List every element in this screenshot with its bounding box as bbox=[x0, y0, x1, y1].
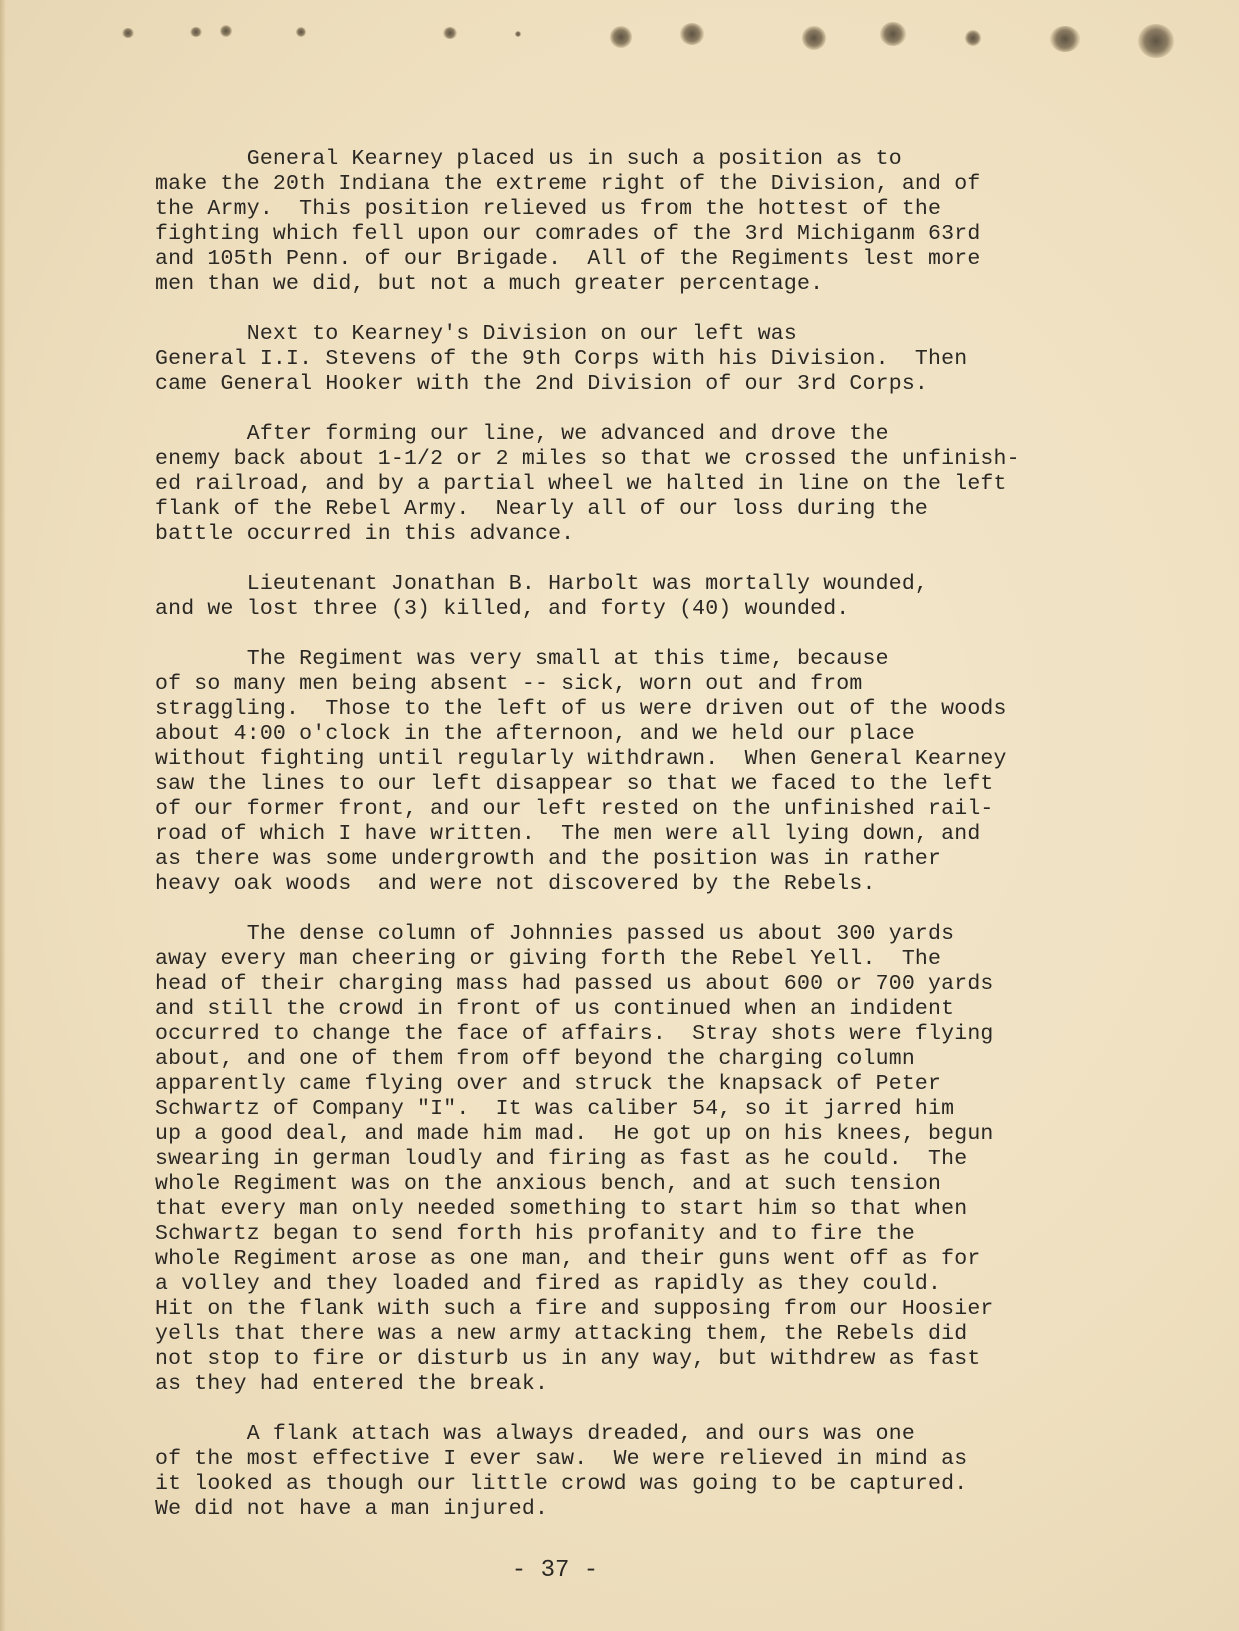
binding-hole bbox=[1138, 24, 1174, 58]
text-line: Hit on the flank with such a fire and supposing from our Hoosier bbox=[155, 1297, 994, 1321]
text-line: of so many men being absent -- sick, worn out and from bbox=[155, 672, 863, 696]
text-line: apparently came flying over and struck the knapsack of Peter bbox=[155, 1072, 942, 1096]
punch-holes bbox=[0, 0, 1239, 80]
binding-hole bbox=[680, 23, 704, 45]
text-line: whole Regiment was on the anxious bench, and at such tension bbox=[155, 1172, 942, 1196]
text-line: saw the lines to our left disappear so that we faced to the left bbox=[155, 772, 994, 796]
text-line: that every man only needed something to start him so that when bbox=[155, 1197, 968, 1221]
text-line: men than we did, but not a much greater percentage. bbox=[155, 272, 824, 296]
body-text bbox=[155, 147, 1155, 1547]
text-line: General Kearney placed us in such a position as to bbox=[155, 147, 902, 171]
binding-hole bbox=[515, 31, 521, 37]
paragraph bbox=[155, 147, 1155, 297]
paragraph bbox=[155, 422, 1155, 547]
text-line: fighting which fell upon our comrades of the 3rd Michiganm 63rd bbox=[155, 222, 981, 246]
text-line: swearing in german loudly and firing as fast as he could. The bbox=[155, 1147, 968, 1171]
text-line: The Regiment was very small at this time, because bbox=[155, 647, 889, 671]
text-line: without fighting until regularly withdrawn. When General Kearney bbox=[155, 747, 1007, 771]
text-line: of the most effective I ever saw. We were relieved in mind as bbox=[155, 1447, 968, 1471]
text-line: straggling. Those to the left of us were driven out of the woods bbox=[155, 697, 1007, 721]
text-line: ed railroad, and by a partial wheel we halted in line on the left bbox=[155, 472, 1007, 496]
text-line: a volley and they loaded and fired as rapidly as they could. bbox=[155, 1272, 942, 1296]
text-line: up a good deal, and made him mad. He got up on his knees, begun bbox=[155, 1122, 994, 1146]
text-line: came General Hooker with the 2nd Division of our 3rd Corps. bbox=[155, 372, 929, 396]
text-line: Next to Kearney's Division on our left was bbox=[155, 322, 798, 346]
text-line: not stop to fire or disturb us in any way, but withdrew as fast bbox=[155, 1347, 981, 1371]
text-line: about 4:00 o'clock in the afternoon, and we held our place bbox=[155, 722, 915, 746]
text-line: head of their charging mass had passed us about 600 or 700 yards bbox=[155, 972, 994, 996]
binding-hole bbox=[190, 27, 202, 37]
text-line: and 105th Penn. of our Brigade. All of the Regiments lest more bbox=[155, 247, 981, 271]
paragraph bbox=[155, 1422, 1155, 1522]
text-line: General I.I. Stevens of the 9th Corps with his Division. Then bbox=[155, 347, 968, 371]
text-line: flank of the Rebel Army. Nearly all of our loss during the bbox=[155, 497, 929, 521]
text-line: the Army. This position relieved us from the hottest of the bbox=[155, 197, 942, 221]
text-line: road of which I have written. The men were all lying down, and bbox=[155, 822, 981, 846]
binding-hole bbox=[880, 22, 906, 46]
text-line: about, and one of them from off beyond the charging column bbox=[155, 1047, 915, 1071]
text-line: occurred to change the face of affairs. Stray shots were flying bbox=[155, 1022, 994, 1046]
text-line: away every man cheering or giving forth the Rebel Yell. The bbox=[155, 947, 942, 971]
text-line: We did not have a man injured. bbox=[155, 1497, 549, 1521]
text-line: as there was some undergrowth and the position was in rather bbox=[155, 847, 942, 871]
paragraph bbox=[155, 922, 1155, 1397]
binding-hole bbox=[220, 25, 232, 37]
binding-hole bbox=[296, 27, 306, 37]
text-line: as they had entered the break. bbox=[155, 1372, 549, 1396]
text-line: whole Regiment arose as one man, and their guns went off as for bbox=[155, 1247, 981, 1271]
text-line: The dense column of Johnnies passed us about 300 yards bbox=[155, 922, 955, 946]
text-line: heavy oak woods and were not discovered by the Rebels. bbox=[155, 872, 876, 896]
paragraph bbox=[155, 572, 1155, 622]
text-line: of our former front, and our left rested on the unfinished rail- bbox=[155, 797, 994, 821]
binding-hole bbox=[802, 26, 826, 50]
text-line: and still the crowd in front of us continued when an indident bbox=[155, 997, 955, 1021]
text-line: it looked as though our little crowd was going to be captured. bbox=[155, 1472, 968, 1496]
text-line: After forming our line, we advanced and drove the bbox=[155, 422, 889, 446]
binding-hole bbox=[122, 28, 134, 38]
text-line: make the 20th Indiana the extreme right of the Division, and of bbox=[155, 172, 981, 196]
binding-hole bbox=[610, 26, 632, 48]
text-line: Schwartz of Company "I". It was caliber 54, so it jarred him bbox=[155, 1097, 955, 1121]
text-line: battle occurred in this advance. bbox=[155, 522, 575, 546]
text-line: enemy back about 1-1/2 or 2 miles so that we crossed the unfinish- bbox=[155, 447, 1020, 471]
text-line: Lieutenant Jonathan B. Harbolt was mortally wounded, bbox=[155, 572, 929, 596]
page-edge-shadow bbox=[0, 0, 6, 1631]
binding-hole bbox=[443, 27, 457, 39]
paragraph bbox=[155, 322, 1155, 397]
paragraph bbox=[155, 647, 1155, 897]
text-line: yells that there was a new army attacking them, the Rebels did bbox=[155, 1322, 968, 1346]
text-line: and we lost three (3) killed, and forty (40) wounded. bbox=[155, 597, 850, 621]
page-number: - 37 - bbox=[511, 1557, 599, 1584]
binding-hole bbox=[1050, 26, 1080, 52]
binding-hole bbox=[965, 30, 981, 46]
text-line: Schwartz began to send forth his profanity and to fire the bbox=[155, 1222, 915, 1246]
text-line: A flank attach was always dreaded, and ours was one bbox=[155, 1422, 915, 1446]
